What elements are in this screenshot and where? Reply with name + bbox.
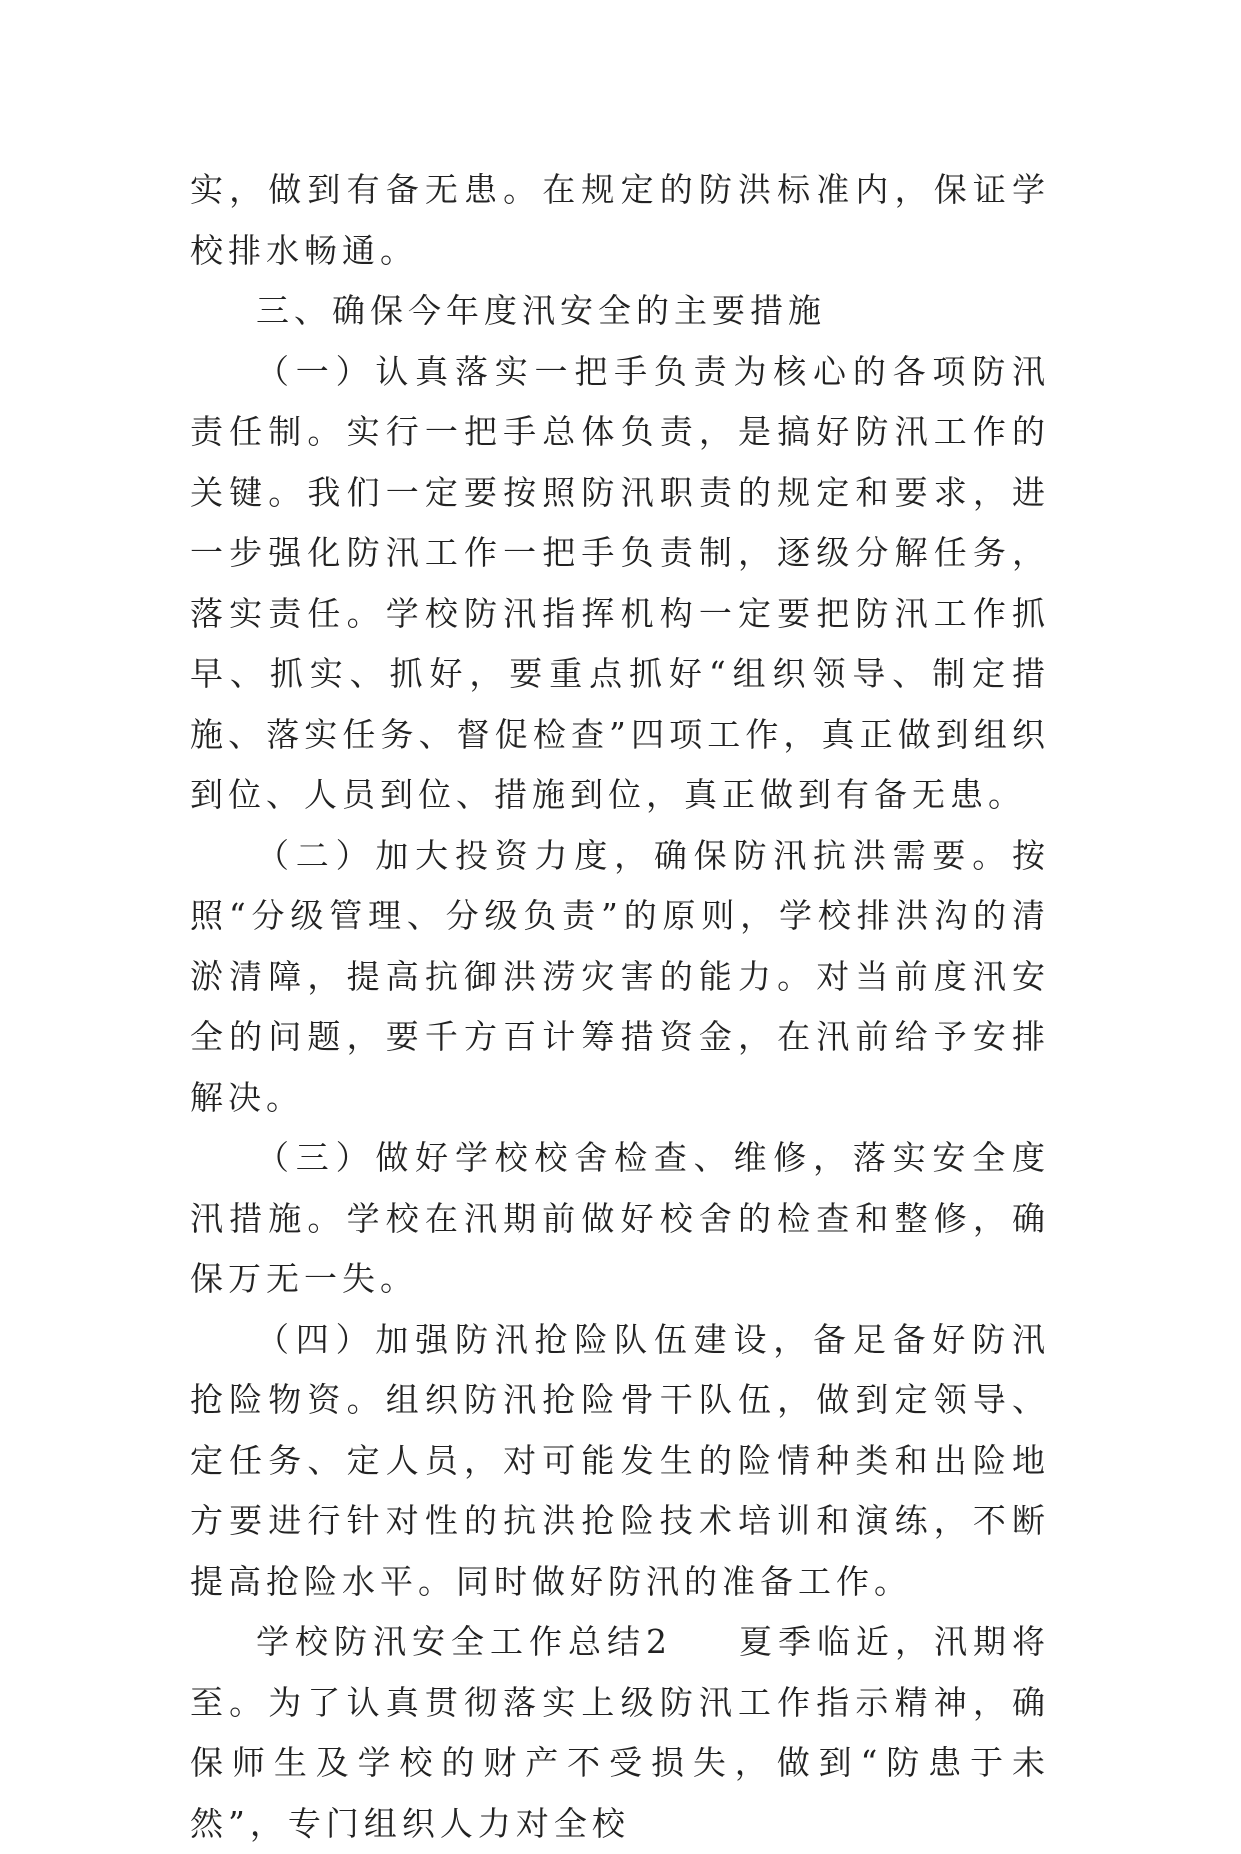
document-body [190,160,1050,1854]
summary-text: 夏季临近，汛期将至。为了认真贯彻落实上级防汛工作指示精神，确保师生及学校的财产不受损失，做到“防患于未然”，专门组织人力对全校 [190,1622,1050,1843]
summary-title: 学校防汛安全工作总结2 [256,1622,672,1661]
paragraph-measure-4: （四）加强防汛抢险队伍建设，备足备好防汛抢险物资。组织防汛抢险骨干队伍，做到定领导、定任务、定人员，对可能发生的险情种类和出险地方要进行针对性的抗洪抢险技术培训和演练，不断提高抢险水平。同时做好防汛的准备工作。 [190,1319,1050,1601]
summary-paragraph [190,1612,1050,1854]
section-heading: 三、确保今年度汛安全的主要措施 [256,291,826,330]
paragraph-measure-2: （二）加大投资力度，确保防汛抗洪需要。按照“分级管理、分级负责”的原则，学校排洪沟的清淤清障，提高抗御洪涝灾害的能力。对当前度汛安全的问题，要千方百计筹措资金，在汛前给予安排解决。 [190,835,1050,1117]
paragraph-measure-3: （三）做好学校校舍检查、维修，落实安全度汛措施。学校在汛期前做好校舍的检查和整修，确保万无一失。 [190,1138,1050,1298]
paragraph-measure-1: （一）认真落实一把手负责为核心的各项防汛责任制。实行一把手总体负责，是搞好防汛工作的关键。我们一定要按照防汛职责的规定和要求，进一步强化防汛工作一把手负责制，逐级分解任务，落实责任。学校防汛指挥机构一定要把防汛工作抓早、抓实、抓好，要重点抓好“组织领导、制定措施、落实任务、督促检查”四项工作，真正做到组织到位、人员到位、措施到位，真正做到有备无患。 [190,351,1050,814]
paragraph-continuation: 实，做到有备无患。在规定的防洪标准内，保证学校排水畅通。 [190,170,1050,270]
